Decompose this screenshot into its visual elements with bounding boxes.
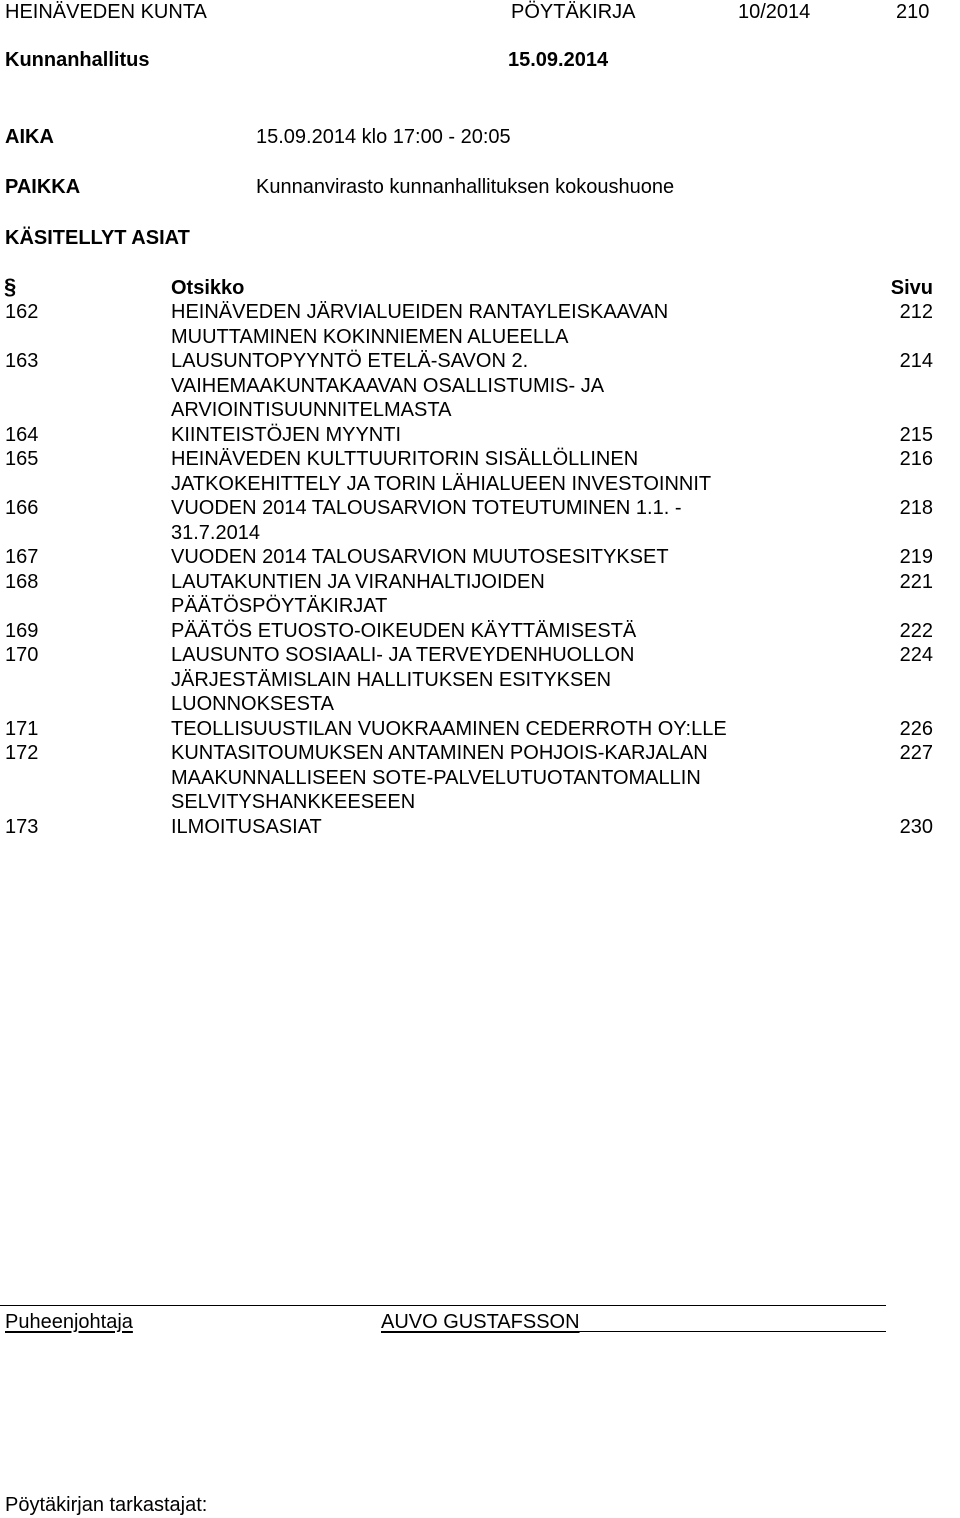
toc-item <box>0 570 960 619</box>
toc-item-title-line: ILMOITUSASIAT <box>171 815 322 838</box>
toc-item-number: 163 <box>5 350 39 372</box>
toc-item-title-line: LAUSUNTO SOSIAALI- JA TERVEYDENHUOLLON <box>171 644 635 666</box>
toc-item <box>0 545 960 570</box>
toc-item-page: 215 <box>899 423 933 446</box>
signature-rule-top <box>0 1305 886 1306</box>
time-value: 15.09.2014 klo 17:00 - 20:05 <box>256 126 511 148</box>
toc-item <box>0 447 960 496</box>
toc-item-number: 164 <box>5 423 39 446</box>
toc-item-number: 171 <box>5 717 39 740</box>
signature-rule-bottom <box>381 1331 886 1332</box>
toc-item-title <box>171 619 871 644</box>
governing-body: Kunnanhallitus <box>5 49 150 71</box>
toc-item-title-line: VUODEN 2014 TALOUSARVION TOTEUTUMINEN 1.1. - <box>171 497 682 519</box>
meeting-date: 15.09.2014 <box>508 49 609 71</box>
toc-column-title: Otsikko <box>171 277 245 299</box>
toc-item-title-line: VAIHEMAAKUNTAKAAVAN OSALLISTUMIS- JA <box>171 374 605 397</box>
toc-item-page: 227 <box>899 742 933 764</box>
toc-item <box>0 496 960 545</box>
toc-item-title-line: HEINÄVEDEN JÄRVIALUEIDEN RANTAYLEISKAAVAN <box>171 301 669 323</box>
toc-item-title <box>171 349 871 423</box>
page-number: 210 <box>896 1 930 23</box>
toc-item-title-line: PÄÄTÖSPÖYTÄKIRJAT <box>171 595 388 617</box>
toc-column-page: Sivu <box>890 277 933 299</box>
toc-item-number: 170 <box>5 644 39 666</box>
toc-item-title-line: JÄRJESTÄMISLAIN HALLITUKSEN ESITYKSEN <box>171 668 612 691</box>
toc-item-title <box>171 570 871 619</box>
toc-item-number: 166 <box>5 497 39 519</box>
toc-item-page: 230 <box>899 815 933 838</box>
toc-item-title <box>171 496 871 545</box>
toc-heading: KÄSITELLYT ASIAT <box>5 227 190 249</box>
toc-item-page: 219 <box>899 546 933 568</box>
toc-item-title <box>171 545 871 570</box>
place-value: Kunnanvirasto kunnanhallituksen kokoushuone <box>256 176 675 198</box>
document-type: PÖYTÄKIRJA <box>511 1 636 23</box>
toc-item-page: 214 <box>899 350 933 372</box>
toc-item <box>0 741 960 815</box>
toc-item-title-line: ARVIOINTISUUNNITELMASTA <box>171 399 452 421</box>
toc-item-title-line: LAUSUNTOPYYNTÖ ETELÄ-SAVON 2. <box>171 350 529 372</box>
toc-item-title <box>171 741 871 815</box>
toc-item <box>0 423 960 448</box>
toc-item-title <box>171 447 871 496</box>
time-label: AIKA <box>5 126 54 148</box>
toc-item-page: 216 <box>899 448 933 470</box>
toc-item-title-line: VUODEN 2014 TALOUSARVION MUUTOSESITYKSET <box>171 546 669 568</box>
toc-item-page: 212 <box>899 301 933 323</box>
section-symbol: § <box>4 274 17 299</box>
toc-item-title-line: MUUTTAMINEN KOKINNIEMEN ALUEELLA <box>171 325 569 348</box>
toc-item-page: 222 <box>899 619 933 642</box>
toc-item-number: 169 <box>5 619 39 642</box>
toc-item <box>0 300 960 349</box>
chair-name: AUVO GUSTAFSSON <box>381 1311 580 1333</box>
toc-item-page: 226 <box>899 717 933 740</box>
toc-item-page: 221 <box>899 570 933 593</box>
toc-item-title-line: HEINÄVEDEN KULTTUURITORIN SISÄLLÖLLINEN <box>171 448 639 470</box>
toc-item-title-line: MAAKUNNALLISEEN SOTE-PALVELUTUOTANTOMALLIN <box>171 766 701 789</box>
toc-item-page: 224 <box>899 644 933 666</box>
toc-item-title-line: LAUTAKUNTIEN JA VIRANHALTIJOIDEN <box>171 570 545 593</box>
toc-item-title-line: SELVITYSHANKKEESEEN <box>171 791 416 813</box>
toc-item <box>0 717 960 742</box>
toc-item <box>0 349 960 423</box>
toc-item-number: 168 <box>5 570 39 593</box>
toc-item-title <box>171 300 871 349</box>
toc-item-number: 165 <box>5 448 39 470</box>
toc-item-title <box>171 643 871 717</box>
toc-item-title-line: KUNTASITOUMUKSEN ANTAMINEN POHJOIS-KARJALAN <box>171 742 708 764</box>
document-number: 10/2014 <box>738 1 811 23</box>
toc-item <box>0 643 960 717</box>
toc-item-title-line: LUONNOKSESTA <box>171 693 334 715</box>
toc-item-title <box>171 423 871 448</box>
toc-item-title-line: KIINTEISTÖJEN MYYNTI <box>171 423 402 446</box>
toc-item-title <box>171 717 871 742</box>
toc-item-page: 218 <box>899 497 933 519</box>
place-label: PAIKKA <box>5 176 81 198</box>
toc-item <box>0 619 960 644</box>
toc-item-title-line: PÄÄTÖS ETUOSTO-OIKEUDEN KÄYTTÄMISESTÄ <box>171 619 637 642</box>
toc-item <box>0 815 960 840</box>
toc-item-number: 172 <box>5 742 39 764</box>
toc-item-title-line: JATKOKEHITTELY JA TORIN LÄHIALUEEN INVESTOINNIT <box>171 472 712 495</box>
toc-item-number: 162 <box>5 301 39 323</box>
toc-item-title <box>171 815 871 840</box>
toc-item-number: 173 <box>5 815 39 838</box>
municipality-name: HEINÄVEDEN KUNTA <box>5 1 207 23</box>
toc-item-title-line: TEOLLISUUSTILAN VUOKRAAMINEN CEDERROTH OY:LLE <box>171 717 727 740</box>
reviewers-label: Pöytäkirjan tarkastajat: <box>5 1494 208 1516</box>
chair-label: Puheenjohtaja <box>5 1311 133 1333</box>
toc-item-title-line: 31.7.2014 <box>171 521 260 544</box>
toc-item-number: 167 <box>5 546 39 568</box>
